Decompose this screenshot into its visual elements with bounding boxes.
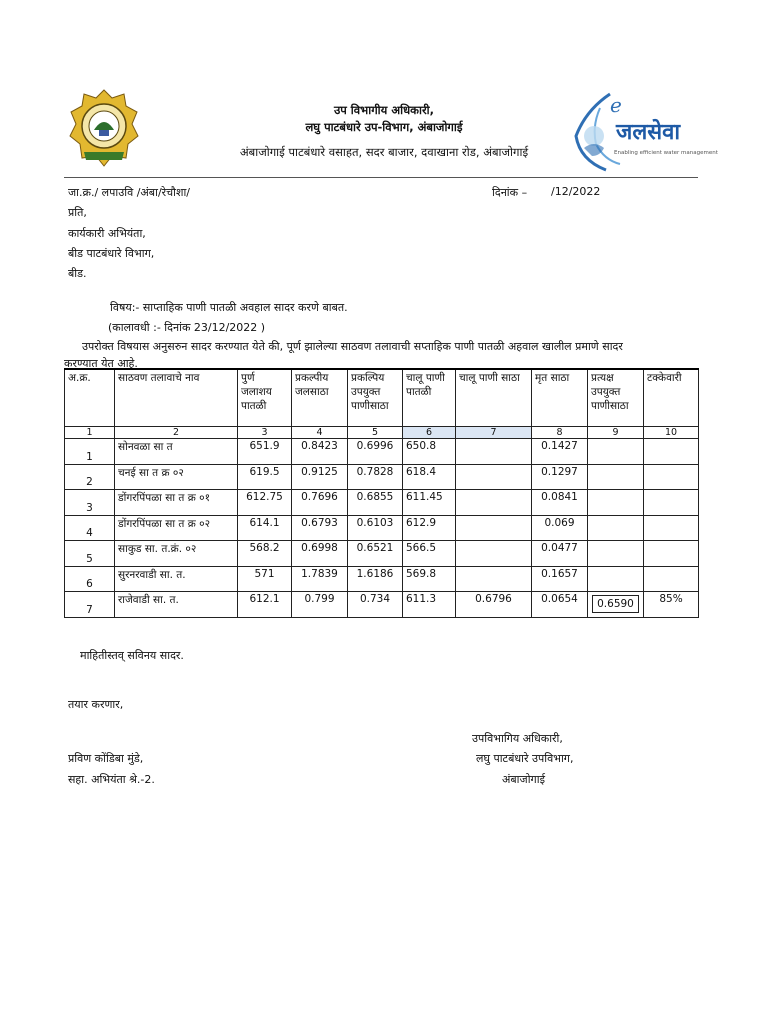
col-index: 7 bbox=[456, 427, 532, 439]
cell-full-level: 614.1 bbox=[238, 515, 292, 541]
jalseva-tagline: Enabling efficient water management bbox=[614, 150, 718, 156]
cell-dead-storage: 0.069 bbox=[532, 515, 588, 541]
water-level-table bbox=[64, 368, 699, 618]
cell-current-level: 611.3 bbox=[403, 592, 456, 618]
col-index: 2 bbox=[115, 427, 238, 439]
cell-useful-storage: 0.6996 bbox=[348, 439, 403, 465]
cell-useful-storage: 1.6186 bbox=[348, 566, 403, 592]
cell-project-storage: 0.7696 bbox=[292, 490, 348, 516]
preparer-title: सहा. अभियंता श्रे.-2. bbox=[68, 773, 155, 786]
table-row bbox=[65, 464, 699, 490]
table-row bbox=[65, 490, 699, 516]
header-project-storage: प्रकल्पीय जलसाठा bbox=[292, 369, 348, 427]
cell-serial: 2 bbox=[65, 464, 115, 490]
cell-project-storage: 0.9125 bbox=[292, 464, 348, 490]
cell-current-storage bbox=[456, 490, 532, 516]
cell-actual-useful bbox=[588, 490, 644, 516]
addressee-line-3: बीड. bbox=[68, 267, 87, 280]
cell-current-level: 618.4 bbox=[403, 464, 456, 490]
cell-full-level: 619.5 bbox=[238, 464, 292, 490]
body-text-line-1: उपरोक्त विषयास अनुसरुन सादर करण्यात येते की, पूर्ण झालेल्या साठवण तलावाची सप्ताहिक पाणी पातळी अहवाल खालील प्रमाणे सादर bbox=[82, 340, 623, 353]
cell-current-level: 611.45 bbox=[403, 490, 456, 516]
cell-tank-name: सोनवळा सा त bbox=[115, 439, 238, 465]
office-subtitle: लघु पाटबंधारे उप-विभाग, अंबाजोगाई bbox=[305, 120, 463, 134]
header-useful-storage: प्रकल्पिय उपयुक्त पाणीसाठा bbox=[348, 369, 403, 427]
cell-project-storage: 0.6998 bbox=[292, 541, 348, 567]
cell-current-storage: 0.6796 bbox=[456, 592, 532, 618]
cell-current-level: 566.5 bbox=[403, 541, 456, 567]
cell-current-storage bbox=[456, 541, 532, 567]
cell-full-level: 568.2 bbox=[238, 541, 292, 567]
table-row bbox=[65, 541, 699, 567]
cell-useful-storage: 0.7828 bbox=[348, 464, 403, 490]
cell-full-level: 571 bbox=[238, 566, 292, 592]
cell-current-level: 612.9 bbox=[403, 515, 456, 541]
signatory-office: लघु पाटबंधारे उपविभाग, bbox=[476, 752, 574, 765]
svg-text:e: e bbox=[610, 93, 622, 117]
cell-serial: 5 bbox=[65, 541, 115, 567]
cell-actual-useful bbox=[588, 566, 644, 592]
cell-full-level: 612.1 bbox=[238, 592, 292, 618]
cell-dead-storage: 0.0477 bbox=[532, 541, 588, 567]
col-index: 10 bbox=[644, 427, 699, 439]
col-index: 8 bbox=[532, 427, 588, 439]
office-address: अंबाजोगाई पाटबंधारे वसाहत, सदर बाजार, दवाखाना रोड, अंबाजोगाई bbox=[239, 145, 529, 159]
cell-useful-storage: 0.6521 bbox=[348, 541, 403, 567]
cell-current-storage bbox=[456, 464, 532, 490]
cell-percentage bbox=[644, 439, 699, 465]
cell-current-storage bbox=[456, 566, 532, 592]
table-row bbox=[65, 566, 699, 592]
body-text-line-2: करण्यात येत आहे. bbox=[64, 357, 138, 370]
col-index: 1 bbox=[65, 427, 115, 439]
cell-percentage: 85% bbox=[644, 592, 699, 618]
table-row bbox=[65, 439, 699, 465]
cell-dead-storage: 0.1657 bbox=[532, 566, 588, 592]
cell-project-storage: 0.8423 bbox=[292, 439, 348, 465]
cell-dead-storage: 0.1427 bbox=[532, 439, 588, 465]
cell-actual-useful bbox=[588, 464, 644, 490]
header-full-level: पुर्ण जलाशय पातळी bbox=[238, 369, 292, 427]
period-line: (कालावधी :- दिनांक 23/12/2022 ) bbox=[108, 321, 266, 334]
col-index: 9 bbox=[588, 427, 644, 439]
cell-serial: 6 bbox=[65, 566, 115, 592]
cell-tank-name: साकुड सा. त.क्रं. ०२ bbox=[115, 541, 238, 567]
reference-number: जा.क्र./ लपाउवि /अंबा/रेचौशा/ bbox=[68, 186, 191, 199]
header-serial: अ.क्र. bbox=[65, 369, 115, 427]
cell-serial: 7 bbox=[65, 592, 115, 618]
header-dead-storage: मृत साठा bbox=[532, 369, 588, 427]
jalseva-logo-text: जलसेवा bbox=[616, 120, 681, 145]
cell-useful-storage: 0.6855 bbox=[348, 490, 403, 516]
cell-percentage bbox=[644, 464, 699, 490]
table-header-row bbox=[65, 369, 699, 427]
cell-tank-name: डोंगरपिंपळा सा त क्र ०१ bbox=[115, 490, 238, 516]
cell-current-storage bbox=[456, 439, 532, 465]
cell-project-storage: 0.6793 bbox=[292, 515, 348, 541]
addressee-line-2: बीड पाटबंधारे विभाग, bbox=[68, 247, 155, 260]
header-current-storage: चालू पाणी साठा bbox=[456, 369, 532, 427]
column-index-row bbox=[65, 427, 699, 439]
cell-dead-storage: 0.0654 bbox=[532, 592, 588, 618]
cell-current-level: 650.8 bbox=[403, 439, 456, 465]
header-current-level: चालू पाणी पातळी bbox=[403, 369, 456, 427]
header-divider bbox=[64, 177, 698, 178]
date-label: दिनांक – bbox=[492, 186, 528, 199]
cell-serial: 3 bbox=[65, 490, 115, 516]
cell-percentage bbox=[644, 541, 699, 567]
table-row bbox=[65, 515, 699, 541]
closing-line: माहितीस्तव् सविनय सादर. bbox=[80, 649, 184, 662]
cell-serial: 4 bbox=[65, 515, 115, 541]
signatory-title: उपविभागिय अधिकारी, bbox=[472, 732, 563, 745]
cell-current-level: 569.8 bbox=[403, 566, 456, 592]
header-tank-name: साठवण तलावाचे नाव bbox=[115, 369, 238, 427]
salutation-to: प्रति, bbox=[68, 206, 87, 219]
cell-percentage bbox=[644, 566, 699, 592]
cell-actual-useful bbox=[588, 592, 644, 618]
cell-tank-name: राजेवाडी सा. त. bbox=[115, 592, 238, 618]
cell-percentage bbox=[644, 490, 699, 516]
cell-project-storage: 0.799 bbox=[292, 592, 348, 618]
header-actual-useful: प्रत्यक्ष उपयुक्त पाणीसाठा bbox=[588, 369, 644, 427]
cell-useful-storage: 0.734 bbox=[348, 592, 403, 618]
cell-tank-name: सुरनरवाडी सा. त. bbox=[115, 566, 238, 592]
office-title: उप विभागीय अधिकारी, bbox=[333, 103, 435, 117]
cell-actual-useful bbox=[588, 439, 644, 465]
date-value: /12/2022 bbox=[551, 185, 601, 198]
cell-dead-storage: 0.1297 bbox=[532, 464, 588, 490]
cell-useful-storage: 0.6103 bbox=[348, 515, 403, 541]
preparer-name: प्रविण कोंडिबा मुंडे, bbox=[68, 752, 144, 765]
cell-actual-useful bbox=[588, 541, 644, 567]
cell-full-level: 612.75 bbox=[238, 490, 292, 516]
cell-full-level: 651.9 bbox=[238, 439, 292, 465]
col-index: 6 bbox=[403, 427, 456, 439]
subject-line: विषय:- साप्ताहिक पाणी पातळी अवहाल सादर करणे बाबत. bbox=[110, 301, 348, 314]
cell-serial: 1 bbox=[65, 439, 115, 465]
addressee-line-1: कार्यकारी अभियंता, bbox=[68, 227, 146, 240]
table-row bbox=[65, 592, 699, 618]
cell-actual-useful bbox=[588, 515, 644, 541]
cell-tank-name: चनई सा त क्र ०२ bbox=[115, 464, 238, 490]
prepared-by-label: तयार करणार, bbox=[68, 698, 124, 711]
signatory-location: अंबाजोगाई bbox=[502, 773, 545, 786]
header-percentage: टक्केवारी bbox=[644, 369, 699, 427]
cell-dead-storage: 0.0841 bbox=[532, 490, 588, 516]
col-index: 4 bbox=[292, 427, 348, 439]
actual-useful-value-box: 0.6590 bbox=[592, 595, 639, 613]
col-index: 3 bbox=[238, 427, 292, 439]
col-index: 5 bbox=[348, 427, 403, 439]
cell-percentage bbox=[644, 515, 699, 541]
cell-current-storage bbox=[456, 515, 532, 541]
cell-project-storage: 1.7839 bbox=[292, 566, 348, 592]
cell-tank-name: डोंगरपिंपळा सा त क्र ०२ bbox=[115, 515, 238, 541]
